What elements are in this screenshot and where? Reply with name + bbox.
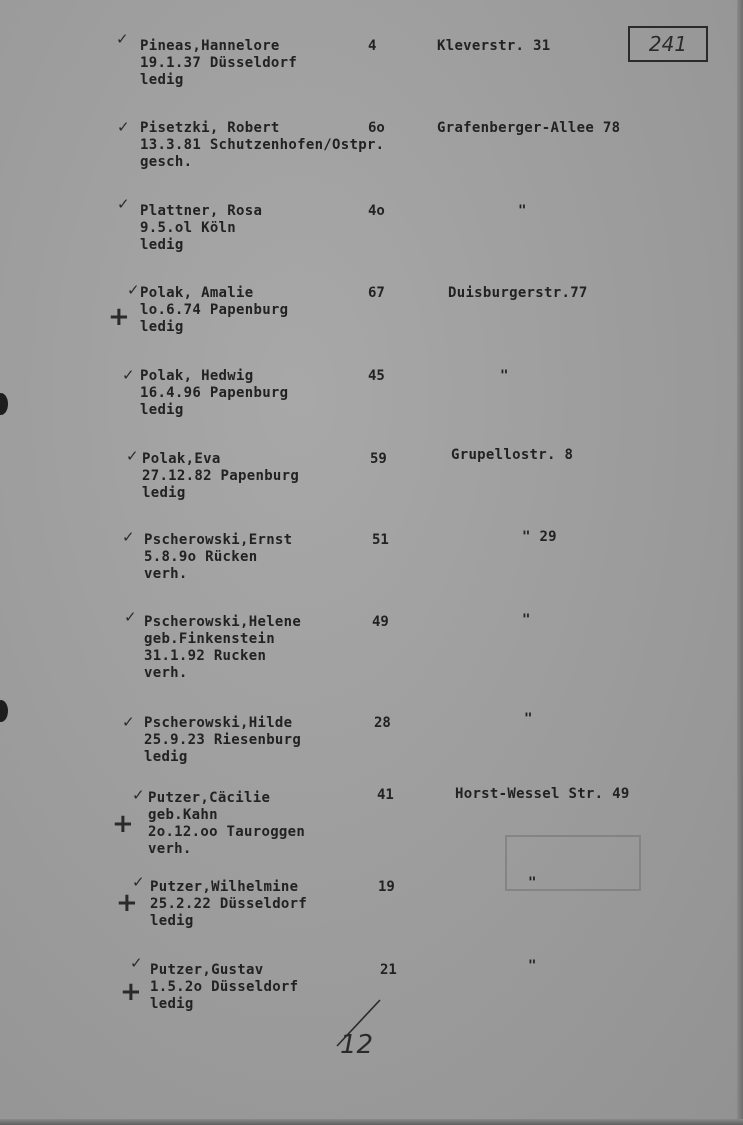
entry-birth: 16.4.96 Papenburg bbox=[140, 385, 289, 401]
entry-status: ledig bbox=[144, 749, 188, 765]
checkmark-icon: ✓ bbox=[132, 786, 145, 804]
entry-birth: 25.2.22 Düsseldorf bbox=[150, 896, 308, 912]
entry-address: Kleverstr. 31 bbox=[437, 38, 551, 54]
deceased-cross-icon: + bbox=[108, 302, 130, 332]
entry-age: 67 bbox=[368, 285, 385, 301]
checkmark-icon: ✓ bbox=[117, 195, 130, 213]
deceased-cross-icon: + bbox=[120, 977, 142, 1007]
entry-birth: geb.Finkenstein bbox=[144, 631, 275, 647]
entry-status: verh. bbox=[144, 566, 188, 582]
entry-extra: verh. bbox=[144, 665, 188, 681]
entry-birth: 25.9.23 Riesenburg bbox=[144, 732, 302, 748]
checkmark-icon: ✓ bbox=[127, 281, 140, 299]
entry-name: Putzer,Gustav bbox=[150, 962, 264, 978]
entry-address: " bbox=[518, 203, 527, 219]
entry-age: 45 bbox=[368, 368, 385, 384]
entry-name: Polak, Amalie bbox=[140, 285, 254, 301]
entry-age: 28 bbox=[374, 715, 391, 731]
punch-hole-bottom bbox=[0, 700, 8, 722]
entry-birth: 5.8.9o Rücken bbox=[144, 549, 258, 565]
entry-age: 59 bbox=[370, 451, 387, 467]
entry-address: " bbox=[522, 612, 531, 628]
entry-status: ledig bbox=[140, 237, 184, 253]
entry-extra: verh. bbox=[148, 841, 192, 857]
entry-address: " bbox=[500, 368, 509, 384]
entry-status: ledig bbox=[150, 913, 194, 929]
entry-name: Pscherowski,Ernst bbox=[144, 532, 293, 548]
entry-address: Horst-Wessel Str. 49 bbox=[455, 786, 630, 802]
entry-birth: geb.Kahn bbox=[148, 807, 218, 823]
entry-name: Pisetzki, Robert bbox=[140, 120, 280, 136]
entry-address: " 29 bbox=[522, 529, 557, 545]
entry-age: 6o bbox=[368, 120, 385, 136]
entry-address: Grafenberger-Allee 78 bbox=[437, 120, 621, 136]
entry-age: 51 bbox=[372, 532, 389, 548]
checkmark-icon: ✓ bbox=[116, 30, 129, 48]
checkmark-icon: ✓ bbox=[122, 366, 135, 384]
checkmark-icon: ✓ bbox=[132, 873, 145, 891]
entry-status: ledig bbox=[140, 72, 184, 88]
entry-birth: 13.3.81 Schutzenhofen/Ostpr. bbox=[140, 137, 385, 153]
entry-name: Polak,Eva bbox=[142, 451, 221, 467]
checkmark-icon: ✓ bbox=[122, 713, 135, 731]
entry-status: ledig bbox=[142, 485, 186, 501]
entry-address: Duisburgerstr.77 bbox=[448, 285, 588, 301]
handwritten-page-number bbox=[340, 1030, 373, 1060]
checkmark-icon: ✓ bbox=[117, 118, 130, 136]
deceased-cross-icon: + bbox=[116, 888, 138, 918]
handwritten-document-number: 241 bbox=[628, 26, 708, 62]
entry-age: 49 bbox=[372, 614, 389, 630]
deceased-cross-icon: + bbox=[112, 809, 134, 839]
entry-status: gesch. bbox=[140, 154, 193, 170]
entry-age: 4o bbox=[368, 203, 385, 219]
entry-name: Pineas,Hannelore bbox=[140, 38, 280, 54]
page-edge-right bbox=[737, 0, 743, 1125]
entry-address: Grupellostr. 8 bbox=[451, 447, 574, 463]
punch-hole-top bbox=[0, 393, 8, 415]
entry-age: 19 bbox=[378, 879, 395, 895]
entry-address: " bbox=[528, 875, 537, 891]
entry-birth: 1.5.2o Düsseldorf bbox=[150, 979, 299, 995]
entry-age: 41 bbox=[377, 787, 394, 803]
entry-status: ledig bbox=[140, 319, 184, 335]
entry-status: ledig bbox=[140, 402, 184, 418]
entry-name: Plattner, Rosa bbox=[140, 203, 263, 219]
faded-stamp bbox=[505, 835, 641, 891]
entry-name: Putzer,Wilhelmine bbox=[150, 879, 299, 895]
entry-birth: 27.12.82 Papenburg bbox=[142, 468, 300, 484]
entry-birth: lo.6.74 Papenburg bbox=[140, 302, 289, 318]
checkmark-icon: ✓ bbox=[130, 954, 143, 972]
entry-address: " bbox=[528, 958, 537, 974]
entry-status: ledig bbox=[150, 996, 194, 1012]
entry-age: 21 bbox=[380, 962, 397, 978]
checkmark-icon: ✓ bbox=[124, 608, 137, 626]
entry-name: Polak, Hedwig bbox=[140, 368, 254, 384]
checkmark-icon: ✓ bbox=[126, 447, 139, 465]
entry-name: Pscherowski,Hilde bbox=[144, 715, 293, 731]
entry-name: Putzer,Cäcilie bbox=[148, 790, 271, 806]
entry-status: 2o.12.oo Tauroggen bbox=[148, 824, 306, 840]
page-number-text: 12 bbox=[340, 1030, 374, 1060]
page-edge-bottom bbox=[0, 1119, 743, 1125]
checkmark-icon: ✓ bbox=[122, 528, 135, 546]
entry-status: 31.1.92 Rucken bbox=[144, 648, 267, 664]
page-number-slash-icon bbox=[332, 998, 402, 1048]
entry-name: Pscherowski,Helene bbox=[144, 614, 302, 630]
entry-age: 4 bbox=[368, 38, 377, 54]
entry-address: " bbox=[524, 711, 533, 727]
entry-birth: 19.1.37 Düsseldorf bbox=[140, 55, 298, 71]
entry-birth: 9.5.ol Köln bbox=[140, 220, 237, 236]
